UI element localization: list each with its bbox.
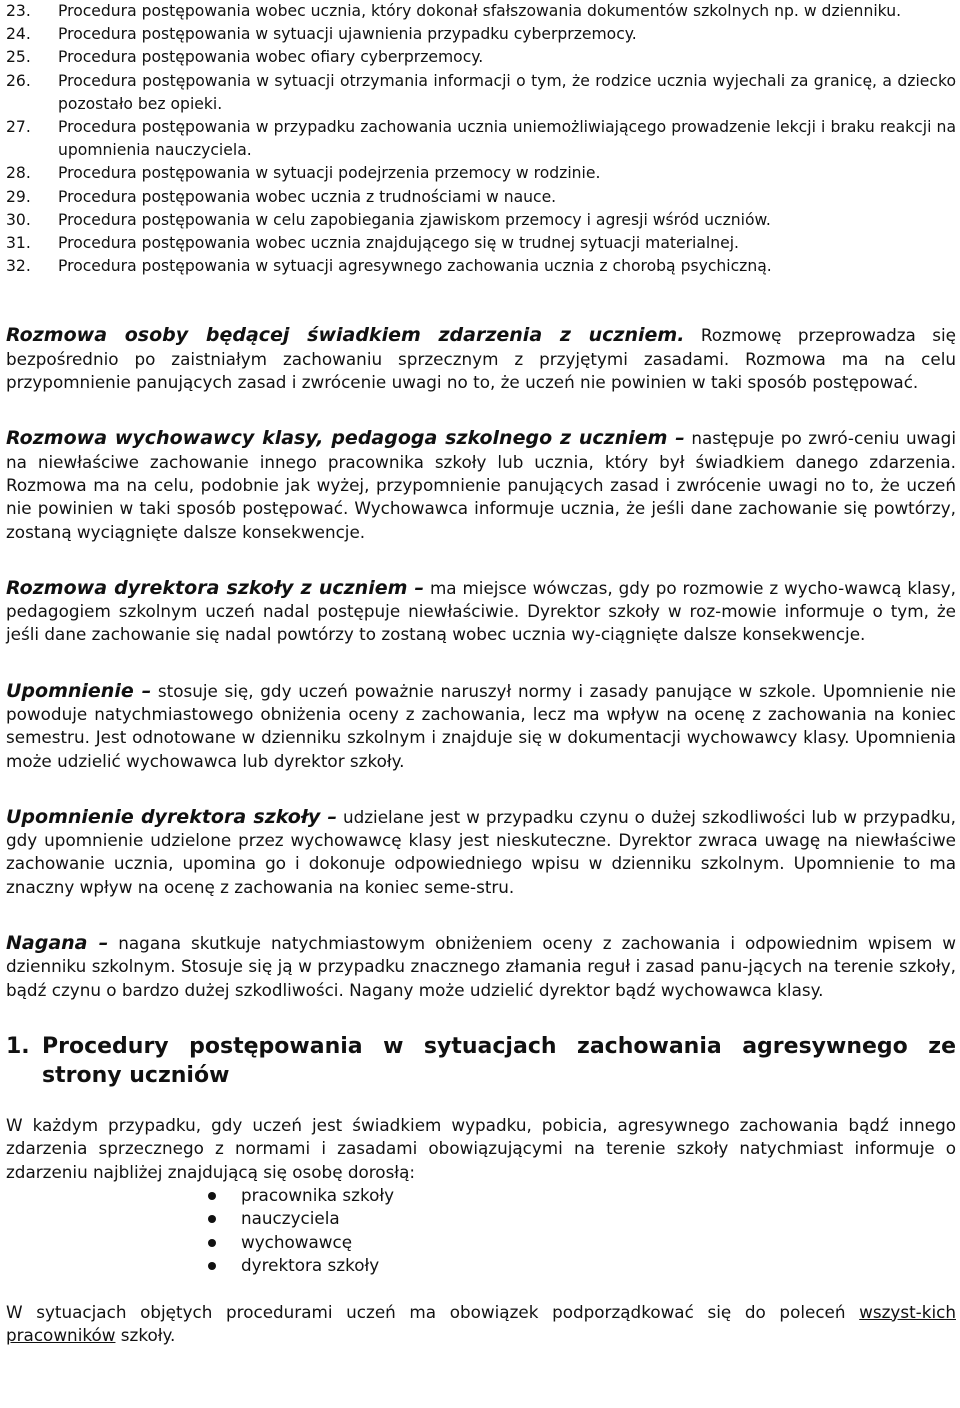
list-item [6, 255, 956, 278]
paragraph-upomnienie [6, 680, 956, 773]
paragraph-body: ma miejsce wówczas, gdy po rozmowie z wycho-wawcą klasy, pedagogiem szkolnym uczeń nadal postępuje niewłaściwie. Dyrektor szkoły w roz-mowie informuje o tym, że jeśli dane zachowanie się nadal powtórzy to zostaną wobec ucznia wy-ciągnięte dalsze konsekwencje. [6, 577, 956, 645]
section-number: 1. [6, 1033, 30, 1059]
bullet-text: dyrektora szkoły [241, 1255, 380, 1276]
paragraph-nagana [6, 932, 956, 1002]
section-title: Procedury postępowania w sytuacjach zachowania agresywnego ze strony uczniów [42, 1033, 956, 1088]
paragraph-body: udzielane jest w przypadku czynu o dużej szkodliwości lub w przypadku, gdy upomnienie udzielone przez wychowawcę klasy jest nieskuteczne. Dyrektor zwraca uwagę na niewłaściwe zachowanie ucznia, upomina go i dokonuje odpowiedniego wpisu w dzienniku szkolnym. Upomnienie to ma znaczny wpływ na ocenę z zachowania na koniec seme-stru. [6, 806, 956, 897]
bullet-text: pracownika szkoły [241, 1184, 395, 1205]
list-item [6, 46, 956, 69]
bullet-icon [208, 1215, 216, 1223]
list-item [241, 1231, 956, 1255]
paragraph-lead: Rozmowa wychowawcy klasy, pedagoga szkolnego z uczniem – [6, 427, 685, 450]
paragraph-lead: Upomnienie – [6, 679, 152, 702]
item-number: 24. [6, 25, 31, 44]
outro-text-end: szkoły. [115, 1325, 176, 1346]
paragraph-lead: Upomnienie dyrektora szkoły – [6, 805, 338, 828]
item-text: Procedura postępowania w sytuacji podejrzenia przemocy w rodzinie. [58, 164, 601, 183]
intro-paragraph: W każdym przypadku, gdy uczeń jest świadkiem wypadku, pobicia, agresywnego zachowania bądź innego zdarzenia sprzecznego z normami i zasadami obowiązującymi na terenie szkoły natychmiast informuje o zdarzeniu najbliżej znajdującą się osobę dorosłą: [6, 1114, 956, 1182]
item-number: 23. [6, 2, 31, 20]
paragraph-body: Rozmowę przeprowadza się bezpośrednio po zaistniałym zachowaniu sprzecznym z przyjętymi zasadami. Rozmowa ma na celu przypomnienie panujących zasad i zwrócenie uwagi no to, że uczeń nie powinien w taki sposób postępować. [6, 325, 956, 393]
list-item [6, 70, 956, 116]
item-number: 29. [6, 187, 31, 206]
item-text: Procedura postępowania w celu zapobiegania zjawiskom przemocy i agresji wśród uczniów. [58, 210, 771, 229]
outro-paragraph [6, 1301, 956, 1348]
list-item [6, 23, 956, 46]
paragraph-body: następuje po zwró-ceniu uwagi na niewłaściwe zachowanie innego pracownika szkoły lub ucznia, który był świadkiem danego zdarzenia. Rozmowa ma na celu, podobnie jak wyżej, przypomnienie panujących zasad i zwrócenie uwagi no to, że uczeń nie powinien w taki sposób postępować. Wychowawca informuje ucznia, że jeśli dane zachowanie się powtórzy, zostaną wyciągnięte dalsze konsekwencje. [6, 428, 956, 542]
item-text: Procedura postępowania w sytuacji ujawnienia przypadku cyberprzemocy. [58, 25, 637, 44]
paragraph-rozmowa-dyrektora [6, 577, 956, 647]
item-number: 31. [6, 234, 31, 253]
item-text: Procedura postępowania w sytuacji agresywnego zachowania ucznia z chorobą psychiczną. [58, 257, 772, 276]
item-text: Procedura postępowania w sytuacji otrzymania informacji o tym, że rodzice ucznia wyjechali za granicę, a dziecko pozostało bez opieki. [58, 71, 956, 113]
item-number: 27. [6, 118, 31, 137]
paragraph-lead: Rozmowa dyrektora szkoły z uczniem – [6, 576, 425, 599]
item-number: 30. [6, 210, 31, 229]
paragraph-lead: Nagana – [6, 932, 109, 955]
document-page [6, 0, 956, 1347]
list-item [241, 1254, 956, 1278]
bullet-text: wychowawcę [241, 1231, 353, 1252]
bullet-icon [208, 1239, 216, 1247]
paragraph-rozmowa-swiadek [6, 324, 956, 394]
item-text: Procedura postępowania w przypadku zachowania ucznia uniemożliwiającego prowadzenie lekcji i braku reakcji na upomnienia nauczyciela. [58, 118, 956, 160]
item-text: Procedura postępowania wobec ucznia z trudnościami w nauce. [58, 187, 557, 206]
list-item [6, 232, 956, 255]
item-text: Procedura postępowania wobec ucznia znajdującego się w trudnej sytuacji materialnej. [58, 234, 739, 253]
outro-underlined-text: wszyst-kich pracowników [6, 1301, 956, 1346]
item-number: 25. [6, 48, 31, 67]
list-item [6, 162, 956, 185]
item-number: 28. [6, 164, 31, 183]
item-text: Procedura postępowania wobec ofiary cyberprzemocy. [58, 48, 484, 67]
paragraph-body: stosuje się, gdy uczeń poważnie naruszył normy i zasady panujące w szkole. Upomnienie nie powoduje natychmiastowego obniżenia oceny z zachowania, lecz ma wpływ na ocenę z zachowania na koniec semestru. Jest odnotowane w dzienniku szkolnym i znajduje się w dokumentacji wychowawcy klasy. Upomnienia może udzielić wychowawca lub dyrektor szkoły. [6, 680, 956, 771]
list-item [6, 116, 956, 162]
item-number: 32. [6, 257, 31, 276]
item-number: 26. [6, 71, 31, 90]
outro-text: W sytuacjach objętych procedurami uczeń ma obowiązek podporządkować się do poleceń [6, 1301, 860, 1322]
list-item [6, 186, 956, 209]
bullet-icon [208, 1192, 216, 1200]
paragraph-rozmowa-wychowawcy [6, 427, 956, 543]
bullet-icon [208, 1262, 216, 1270]
list-item [6, 0, 956, 23]
section-heading [6, 1032, 956, 1090]
list-item [241, 1207, 956, 1231]
item-text: Procedura postępowania wobec ucznia, który dokonał sfałszowania dokumentów szkolnych np. w dzienniku. [58, 2, 902, 20]
paragraph-lead: Rozmowa osoby będącej świadkiem zdarzenia z uczniem. [6, 324, 685, 347]
bullet-list [6, 1184, 956, 1278]
procedure-list [6, 0, 956, 278]
paragraph-upomnienie-dyrektora [6, 806, 956, 899]
list-item [241, 1184, 956, 1208]
list-item [6, 209, 956, 232]
paragraph-body: nagana skutkuje natychmiastowym obniżeniem oceny z zachowania i odpowiednim wpisem w dzienniku szkolnym. Stosuje się ją w przypadku znacznego złamania reguł i zasad panu-jących na terenie szkoły, bądź czynu o bardzo dużej szkodliwości. Nagany może udzielić dyrektor bądź wychowawca klasy. [6, 933, 956, 1000]
bullet-text: nauczyciela [241, 1208, 340, 1229]
